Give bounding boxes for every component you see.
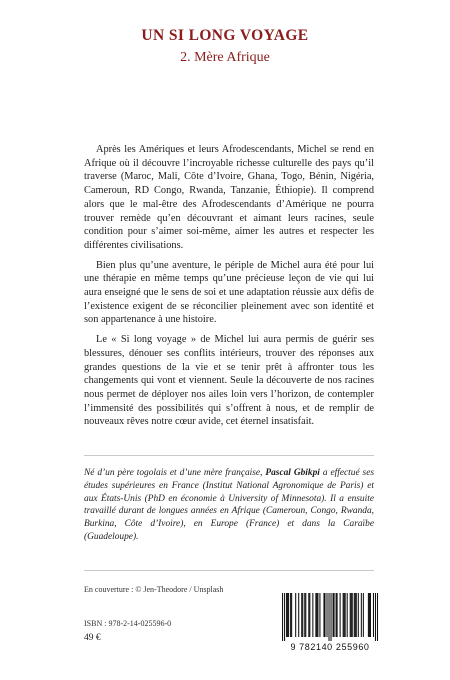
barcode-bar (355, 593, 356, 637)
bio-intro: Né d’un père togolais et d’une mère française, (84, 468, 266, 478)
barcode-bar (375, 593, 376, 641)
barcode-bar (288, 593, 289, 637)
barcode-bar (368, 593, 369, 637)
barcode-bar (369, 593, 370, 637)
barcode-bar (304, 593, 305, 637)
cover-credit: En couverture : © Jen-Theodore / Unsplash (84, 585, 224, 594)
barcode-bar (377, 593, 378, 641)
book-title: UN SI LONG VOYAGE (141, 27, 309, 44)
barcode-bar (282, 593, 283, 641)
barcode-bar (326, 593, 327, 637)
barcode-bar (302, 593, 303, 637)
bio-body: a effectué ses études supérieures en France (Institut National Agronomique de Paris) et aux États-Unis (PhD en économie à University of Minnesota). Il a ensuite travaillé durant de longues années en Afrique (Cameroun, Congo, Rwanda, Burkina, Côte d’Ivoire), en Europe (France) et dans la Caraïbe (Guadeloupe). (84, 468, 375, 542)
barcode-bar (291, 593, 292, 637)
barcode-bar (356, 593, 357, 637)
barcode-bar (295, 593, 296, 637)
barcode-bar (305, 593, 306, 637)
barcode-bar (361, 593, 362, 637)
barcode-digits: 9 782140 255960 (290, 642, 370, 652)
barcode-bar (352, 593, 353, 637)
author-biography (84, 467, 374, 544)
barcode-bar (331, 593, 332, 641)
barcode-bar (309, 593, 310, 637)
barcode-bar (343, 593, 344, 637)
barcode-bar (358, 593, 359, 637)
barcode-bar (345, 593, 346, 637)
barcode-bar (344, 593, 345, 637)
price: 49 € (84, 633, 101, 643)
barcode-bar (316, 593, 317, 637)
barcode-bar (284, 593, 285, 641)
author-name: Pascal Gbikpi (265, 468, 320, 478)
barcode-bar (328, 593, 329, 641)
barcode-bar (333, 593, 334, 637)
barcode-bar (324, 593, 325, 637)
barcode-bar (336, 593, 337, 637)
back-cover-summary (84, 143, 374, 435)
barcode-bar (350, 593, 351, 637)
summary-paragraph-2: Bien plus qu’une aventure, le périple de Michel aura été pour lui une thérapie en même temps qu’une précieuse leçon de vie qui lui aura enseigné que le sens de soi et une adaptation réussie aux défis de l’existence exigent de se réconcilier pleinement avec son identité et son appartenance à une histoire. (84, 259, 374, 326)
barcode-bar (308, 593, 309, 637)
barcode-bar (315, 593, 316, 637)
barcode-bar (363, 593, 364, 637)
barcode-bar (340, 593, 341, 637)
barcode-bar (370, 593, 371, 637)
barcode-bar (287, 593, 288, 637)
barcode-bar (301, 593, 302, 637)
divider-bottom (84, 570, 374, 571)
barcode-bar (334, 593, 335, 637)
barcode-bar (373, 593, 374, 637)
barcode-bar (286, 593, 287, 637)
barcode-bar (290, 593, 291, 637)
barcode-bar (351, 593, 352, 637)
barcode-bar (323, 593, 324, 637)
summary-paragraph-1: Après les Amériques et leurs Afrodescendants, Michel se rend en Afrique où il découvre l’incroyable richesse culturelle des pays qu’il traverse (Maroc, Mali, Côte d’Ivoire, Ghana, Togo, Bénin, Nigéria, Cameroun, RD Congo, Rwanda, Tanzanie, Éthiopie). Il comprend alors que le mal-être des Afrodescendants d’Amérique ne pourra trouver remède qu’en découvrant et aimant leurs racines, seule condition pour s’aimer soi-même, aimer les autres et respecter les différentes civilisations. (84, 144, 374, 251)
divider-top (84, 455, 374, 456)
summary-paragraph-3: Le « Si long voyage » de Michel lui aura permis de guérir ses blessures, dénouer ses conflits intérieurs, trouver des réponses aux grandes questions de la vie et se tenir prêt à affronter tous les changements qui vont et viennent. Seule la découverte de nos racines nous permet de déployer nos ailes loin vers l’horizon, de contempler l’immensité des possibilités qui s’offrent à nous, et de remplir de nouveaux rêves notre cœur avide, cet éternel insatisfait. (84, 334, 374, 428)
barcode-bars (280, 593, 380, 641)
barcode-bar (317, 593, 318, 637)
barcode-bar (298, 593, 299, 637)
barcode-bar (337, 593, 338, 637)
barcode-bar (319, 593, 320, 637)
barcode-bar (354, 593, 355, 637)
barcode-bar (347, 593, 348, 637)
book-subtitle: 2. Mère Afrique (180, 50, 270, 65)
barcode-bar (312, 593, 313, 637)
barcode (280, 593, 380, 655)
isbn: ISBN : 978-2-14-025596-0 (84, 619, 172, 628)
